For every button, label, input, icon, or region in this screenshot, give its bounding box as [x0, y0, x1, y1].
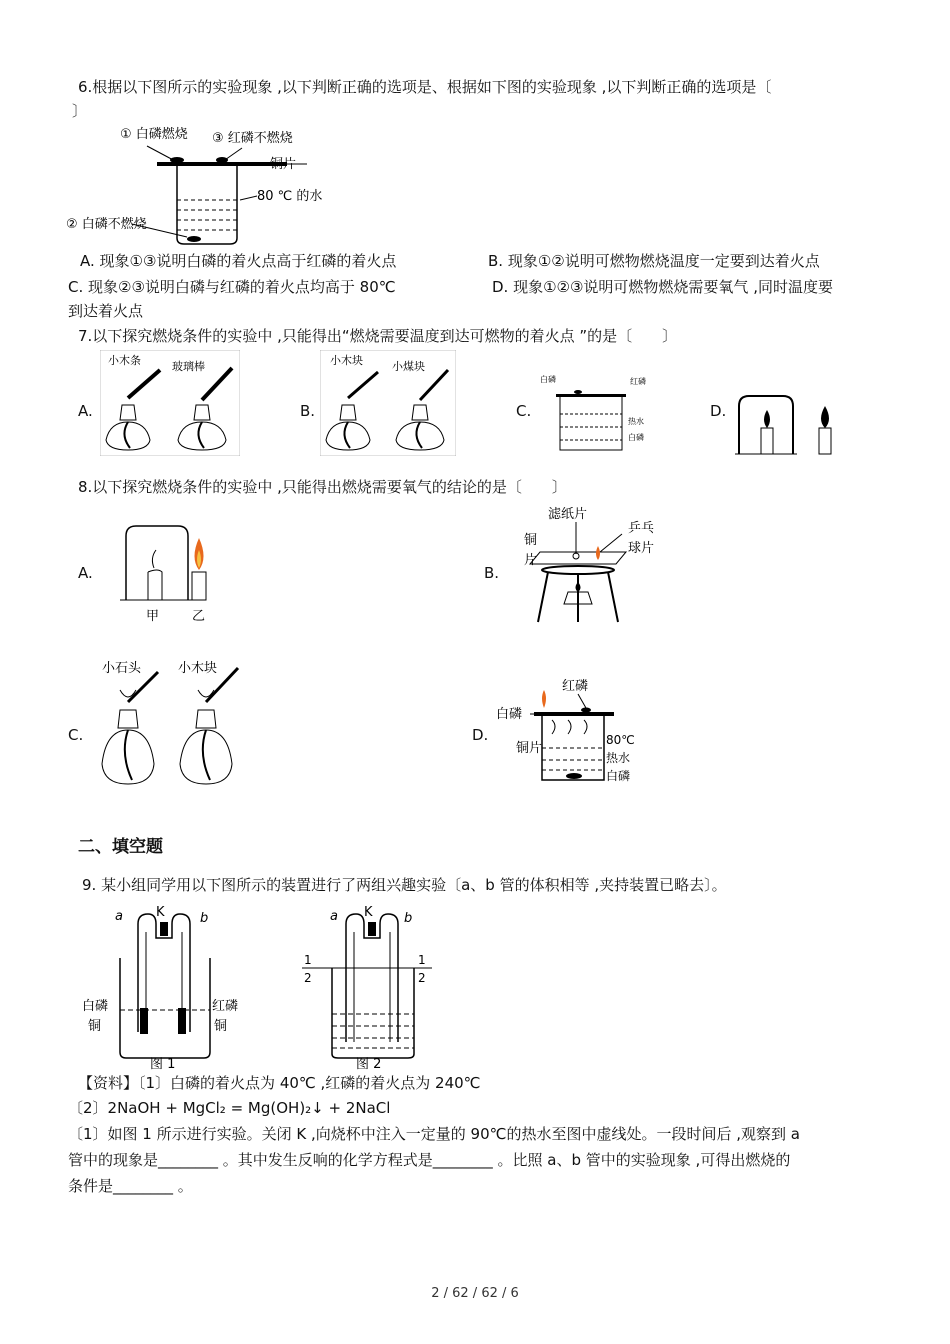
q9-fig1-k: K [156, 905, 165, 920]
q8-figure-d [494, 672, 654, 788]
q8-label-b: B. [484, 564, 500, 582]
q6-fig-copper: 铜片 [270, 157, 297, 172]
q8-figd-water: 热水 [606, 751, 631, 765]
q8-figb-filter: 滤纸片 [548, 507, 588, 522]
q7-figa-left: 小木条 [108, 354, 141, 367]
q7-figa-right: 玻璃棒 [172, 360, 205, 373]
q7-figure-c [538, 372, 658, 458]
q6-option-d-line2: 到达着火点 [68, 302, 144, 320]
q8-figc-left: 小石头 [102, 661, 142, 676]
q9-figure-2 [300, 902, 450, 1072]
q6-stem-line1: 6.根据以下图所示的实验现象 ,以下判断正确的选项是、根据如下图的实验现象 ,以下判断正确的选项是〔 [78, 78, 772, 96]
q8-figd-white: 白磷 [496, 707, 523, 722]
q7-figc-p3: 白磷 [628, 433, 644, 442]
q8-figd-copper: 铜片 [516, 741, 543, 756]
q7-figb-left: 小木块 [330, 354, 363, 367]
section-title-fill-in: 二、填空题 [78, 837, 163, 857]
q6-fig-label3: ③ 红磷不燃烧 [212, 131, 293, 146]
q9-fig1-rp: 红磷 [212, 999, 239, 1014]
q7-figure-a [100, 350, 240, 456]
q9-question-line1: 〔1〕如图 1 所示进行实验。关闭 K ,向烧杯中注入一定量的 90℃的热水至图中虚线处。一段时间后 ,观察到 a [68, 1125, 800, 1143]
q9-fig1-caption: 图 1 [150, 1057, 176, 1072]
q9-fig1-cu2: 铜 [214, 1019, 228, 1034]
q7-figure-b [320, 350, 456, 456]
q7-stem: 7.以下探究燃烧条件的实验中 ,只能得出“燃烧需要温度到达可燃物的着火点 ”的是〔 〕 [78, 327, 678, 345]
q8-figd-red: 红磷 [562, 679, 589, 694]
q8-figc-right: 小木块 [178, 661, 218, 676]
q6-option-a: A. 现象①③说明白磷的着火点高于红磷的着火点 [80, 252, 397, 270]
q6-fig-label1: ① 白磷燃烧 [120, 127, 188, 142]
q8-label-c: C. [68, 726, 84, 744]
q8-figa-jia: 甲 [146, 609, 160, 624]
q8-label-d: D. [472, 726, 489, 744]
q8-label-a: A. [78, 564, 93, 582]
q9-info-line1: 【资料】〔1〕白磷的着火点为 40℃ ,红磷的着火点为 240℃ [78, 1074, 481, 1092]
q6-fig-water: 80 ℃ 的水 [257, 189, 323, 204]
q6-figure [62, 120, 352, 248]
q9-fig2-d1: 2 [304, 971, 312, 985]
q9-fig2-caption: 图 2 [356, 1057, 382, 1072]
q8-stem: 8.以下探究燃烧条件的实验中 ,只能得出燃烧需要氧气的结论的是〔 〕 [78, 478, 567, 496]
q8-figb-copper1: 铜 [524, 533, 538, 548]
q8-figa-yi: 乙 [192, 609, 206, 624]
q6-stem-line2: 〕 [72, 102, 88, 120]
q6-fig-label2: ② 白磷不燃烧 [66, 217, 147, 232]
q9-fig2-n1: 1 [304, 953, 312, 967]
q8-figd-temp: 80℃ [606, 733, 635, 747]
q9-question-line3: 条件是________ 。 [68, 1177, 193, 1195]
q9-fig2-n2: 1 [418, 953, 426, 967]
q7-figc-water: 热水 [628, 417, 644, 426]
q9-fig1-wp: 白磷 [82, 999, 109, 1014]
q9-fig1-cu1: 铜 [88, 1019, 102, 1034]
q7-figure-d [735, 392, 845, 458]
q7-figc-p2: 红磷 [630, 377, 646, 386]
q8-figure-a [116, 520, 226, 628]
q9-fig1-b: b [200, 911, 209, 926]
q8-figb-pp2: 球片 [628, 541, 655, 556]
q9-fig2-a: a [330, 909, 338, 924]
q8-figd-white2: 白磷 [606, 769, 631, 783]
q9-info-line2: 〔2〕2NaOH + MgCl₂ = Mg(OH)₂↓ + 2NaCl [68, 1099, 391, 1117]
q7-figc-p1: 白磷 [540, 375, 556, 384]
q7-figb-right: 小煤块 [392, 360, 425, 373]
q9-fig2-k: K [364, 905, 373, 920]
q6-option-c: C. 现象②③说明白磷与红磷的着火点均高于 80℃ [68, 278, 396, 296]
q9-fig2-d2: 2 [418, 971, 426, 985]
q7-label-a: A. [78, 402, 93, 420]
q7-label-c: C. [516, 402, 532, 420]
q6-option-b: B. 现象①②说明可燃物燃烧温度一定要到达着火点 [488, 252, 820, 270]
q9-stem: 9. 某小组同学用以下图所示的装置进行了两组兴趣实验〔a、b 管的体积相等 ,夹持装置已略去〕。 [82, 876, 727, 894]
q8-figb-copper2: 片 [524, 553, 538, 568]
q9-fig2-b: b [404, 911, 413, 926]
q9-fig1-a: a [115, 909, 123, 924]
q6-option-d-line1: D. 现象①②③说明可燃物燃烧需要氧气 ,同时温度要 [492, 278, 833, 296]
q8-figure-b [518, 504, 668, 626]
q9-figure-1 [80, 902, 280, 1072]
q7-label-b: B. [300, 402, 316, 420]
q8-figure-c [98, 654, 248, 792]
page-footer: 2 / 62 / 62 / 6 [431, 1286, 519, 1301]
q9-question-line2: 管中的现象是________ 。其中发生反响的化学方程式是________ 。比照 a、b 管中的实验现象 ,可得出燃烧的 [68, 1151, 791, 1169]
q7-label-d: D. [710, 402, 727, 420]
q8-figb-pp1: 乒乓 [628, 521, 655, 536]
